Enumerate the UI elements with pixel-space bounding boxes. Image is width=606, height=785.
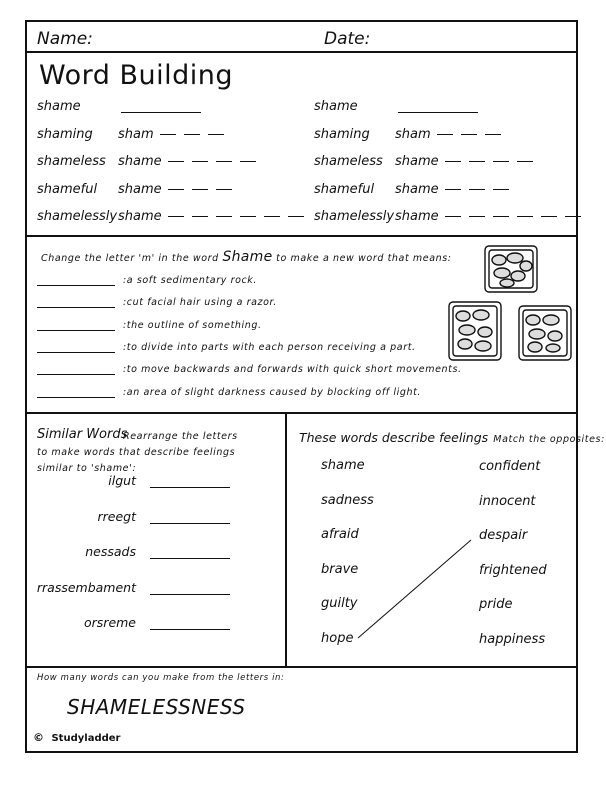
opposite-right-word[interactable]: frightened bbox=[479, 562, 547, 578]
date-label: Date: bbox=[324, 29, 371, 49]
opposite-right-word[interactable]: despair bbox=[479, 528, 528, 543]
word-prefix: sham bbox=[395, 126, 431, 142]
opposite-right-word[interactable]: happiness bbox=[479, 631, 546, 647]
anagram-word: nessads bbox=[85, 544, 136, 559]
opposite-left-word[interactable]: shame bbox=[321, 458, 365, 473]
anagram-word: rrassembament bbox=[36, 579, 136, 595]
name-label: Name: bbox=[37, 29, 93, 49]
similar-words-title: Similar Words bbox=[37, 427, 128, 442]
word-building-word: shame bbox=[37, 99, 81, 114]
clue-text: :an area of slight darkness caused by blocking off light. bbox=[123, 386, 422, 398]
instruction-after: to make a new word that means: bbox=[276, 253, 452, 264]
opposite-left-word[interactable]: guilty bbox=[321, 596, 358, 611]
copyright-icon: © bbox=[33, 731, 44, 744]
clue-text: :a soft sedimentary rock. bbox=[123, 275, 258, 286]
word-prefix: shame bbox=[395, 209, 439, 224]
opposites-instruction: Match the opposites: bbox=[493, 434, 605, 445]
clue-text: :to divide into parts with each person receiving a part. bbox=[123, 341, 416, 353]
opposite-right-word[interactable]: innocent bbox=[479, 493, 536, 509]
word-building-word: shameful bbox=[314, 181, 375, 197]
word-building-word: shameless bbox=[37, 154, 106, 169]
opposite-left-word[interactable]: hope bbox=[321, 630, 354, 646]
word-building-word: shameful bbox=[37, 181, 98, 197]
instruction-word: Shame bbox=[222, 249, 273, 265]
clue-text: :the outline of something. bbox=[123, 319, 262, 331]
example-match-line bbox=[27, 22, 580, 755]
word-building-word: shame bbox=[314, 99, 358, 114]
word-prefix: shame bbox=[118, 154, 162, 169]
opposites-heading: These words describe feelings bbox=[299, 430, 489, 445]
page-title: Word Building bbox=[39, 60, 234, 91]
clue-text: :to move backwards and forwards with quick short movements. bbox=[123, 364, 462, 376]
opposite-right-word[interactable]: confident bbox=[479, 459, 541, 474]
word-prefix: shame bbox=[118, 209, 162, 224]
word-prefix: sham bbox=[118, 126, 154, 142]
anagram-word: orsreme bbox=[84, 615, 136, 630]
make-words-question: How many words can you make from the letters in: bbox=[37, 673, 285, 683]
opposite-left-word[interactable]: afraid bbox=[321, 527, 359, 542]
word-prefix: shame bbox=[395, 181, 439, 197]
word-building-word: shamelessly bbox=[37, 209, 118, 224]
footer-brand bbox=[33, 731, 120, 744]
word-building-word: shaming bbox=[314, 126, 370, 142]
opposite-right-word[interactable]: pride bbox=[479, 597, 513, 612]
make-words-word: SHAMELESSNESS bbox=[67, 695, 246, 719]
similar-words-instruction: Rearrange the letters to make words that describe feelings similar to 'shame': bbox=[37, 431, 238, 474]
section-divider-3 bbox=[27, 666, 576, 668]
word-building-word: shameless bbox=[314, 154, 383, 169]
clue-text: :cut facial hair using a razor. bbox=[123, 297, 277, 309]
word-prefix: shame bbox=[118, 181, 162, 197]
brand-name: Studyladder bbox=[51, 733, 121, 744]
word-building-word: shamelessly bbox=[314, 209, 395, 224]
opposite-left-word[interactable]: brave bbox=[321, 561, 359, 577]
anagram-word: ilgut bbox=[108, 473, 136, 488]
word-building-word: shaming bbox=[37, 126, 93, 142]
word-prefix: shame bbox=[395, 154, 439, 169]
anagram-word: rreegt bbox=[97, 508, 136, 524]
opposite-left-word[interactable]: sadness bbox=[321, 492, 374, 508]
instruction-before: Change the letter 'm' in the word bbox=[41, 253, 219, 264]
worksheet bbox=[25, 20, 605, 753]
